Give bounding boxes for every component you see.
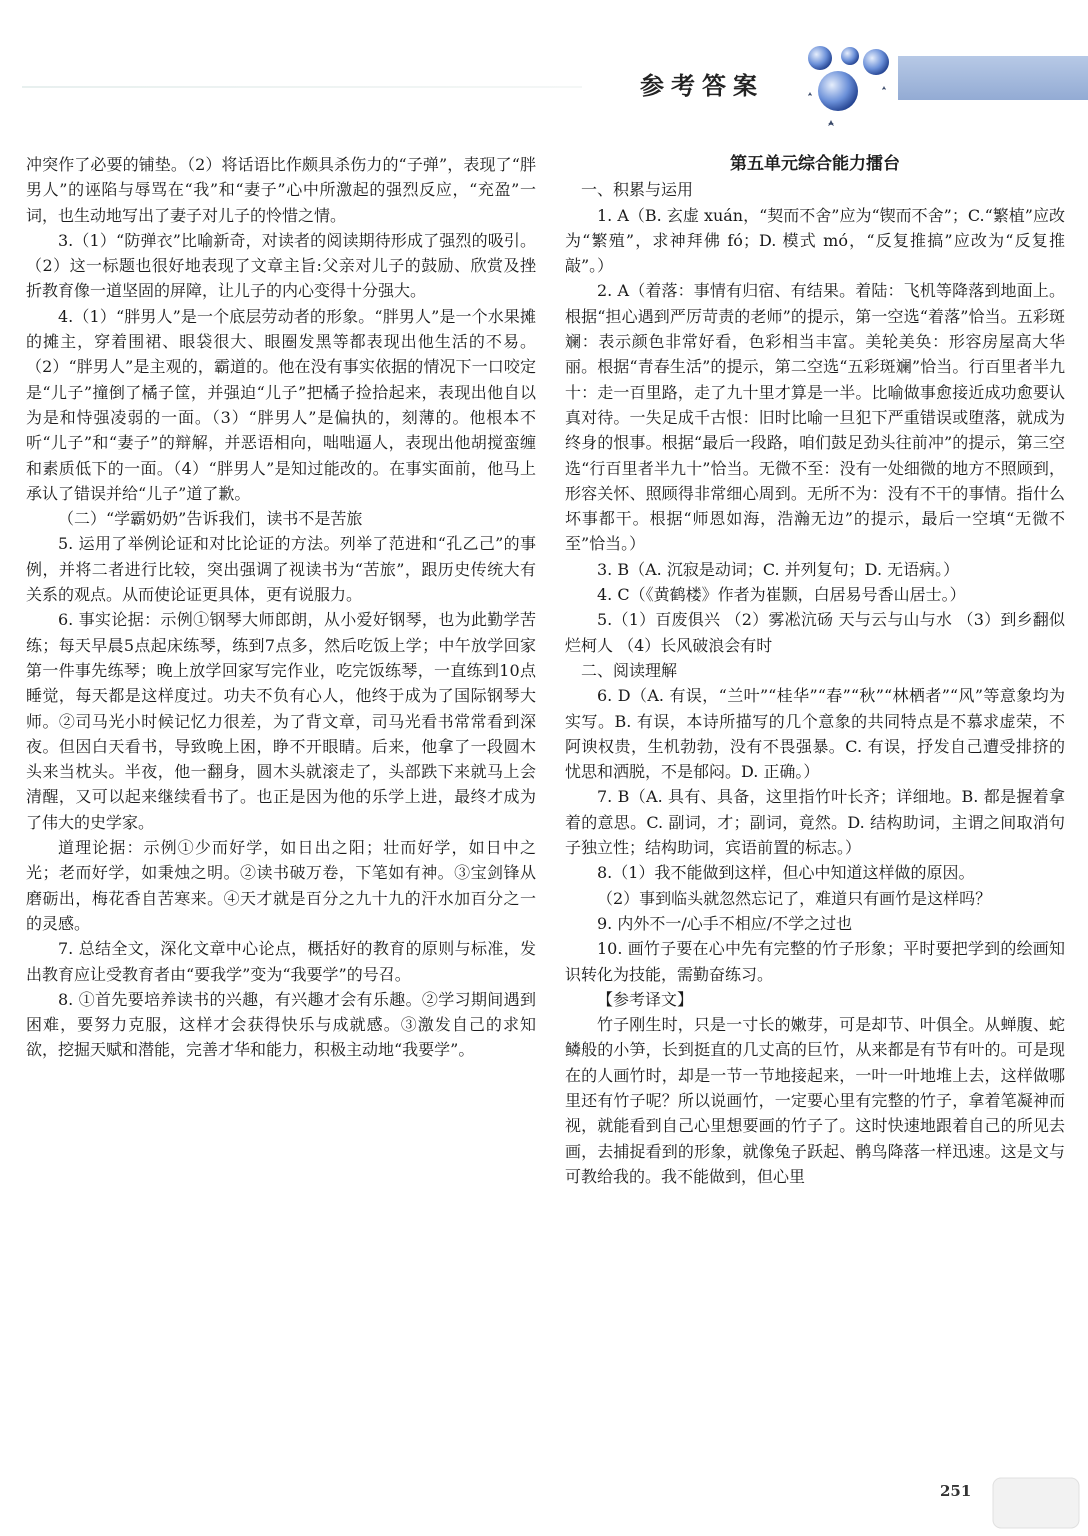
reading-section-title: （二）“学霸奶奶”告诉我们，读书不是苦旅 <box>58 509 363 529</box>
answer-paragraph: 道理论据：示例①少而好学，如日出之阳；壮而好学，如日中之光；老而好学，如秉烛之明。②读书破万卷，下笔如有神。③宝剑锋从磨砺出，梅花香自苦寒来。④天才就是百分之九十九的汗水加百分之一的灵感。 <box>26 838 536 933</box>
answer-paragraph: 8. ①首先要培养读书的兴趣，有兴趣才会有乐趣。②学习期间遇到困难，要努力克服，这样才会获得快乐与成就感。③激发自己的求知欲，挖掘天赋和潜能，完善才华和能力，积极主动地“我要学”。 <box>26 989 536 1060</box>
answer-paragraph: 7. B（A. 具有、具备，这里指竹叶长齐；详细地。B. 都是握着拿着的意思。C. 副词，才；副词，竟然。D. 结构助词，主谓之间取消句子独立性；结构助词，宾语前置的标志。） <box>565 787 1065 858</box>
page-header <box>0 0 1088 150</box>
section-heading: 一、积累与运用 <box>581 180 694 200</box>
answer-paragraph: 4.（1）“胖男人”是一个底层劳动者的形象。“胖男人”是一个水果摊的摊主，穿着围裙、眼袋很大、眼圈发黑等都表现出他生活的不易。（2）“胖男人”是主观的，霸道的。他在没有事实依据的情况下一口咬定是“儿子”撞倒了橘子筐，并强迫“儿子”把橘子捡拾起来，表现出他自以为是和恃强凌弱的一面。（3）“胖男人”是偏执的，刻薄的。他根本不听“儿子”和“妻子”的辩解，并恶语相向，咄咄逼人，表现出他胡搅蛮缠和素质低下的一面。（4）“胖男人”是知过能改的。在事实面前，他马上承认了错误并给“儿子”道了歉。 <box>26 306 536 503</box>
answer-paragraph: （2）事到临头就忽然忘记了，难道只有画竹是这样吗？ <box>597 888 992 908</box>
header-title: 参考答案 <box>640 71 764 100</box>
answer-paragraph: 4. C（《黄鹤楼》作者为崔颢，白居易号香山居士。） <box>597 585 966 605</box>
answer-paragraph: 3.（1）“防弹衣”比喻新奇，对读者的阅读期待形成了强烈的吸引。（2）这一标题也很好地表现了文章主旨:父亲对儿子的鼓励、欣赏及挫折教育像一道坚固的屏障，让儿子的内心变得十分强大。 <box>26 230 536 301</box>
right-column <box>565 152 1065 1189</box>
answer-paragraph: 1. A（B. 玄虚 xuán，“契而不舍”应为“锲而不舍”；C.“繁植”应改为“繁殖”，求神拜佛 fó；D. 模式 mó，“反复推搞”应改为“反复推敲”。） <box>565 205 1065 276</box>
answer-paragraph: 9. 内外不一/心手不相应/不学之过也 <box>597 913 853 933</box>
header-color-bar <box>898 56 1088 100</box>
answer-paragraph: 8.（1）我不能做到这样，但心中知道这样做的原因。 <box>597 863 975 883</box>
translation-label: 【参考译文】 <box>597 989 694 1009</box>
answer-paragraph: 5.（1）百废俱兴 （2）雾凇沆砀 天与云与山与水 （3）到乡翻似烂柯人 （4）长风破浪会有时 <box>565 610 1065 655</box>
answer-paragraph: 6. D（A. 有误，“兰叶”“桂华”“春”“秋”“林栖者”“风”等意象均为实写。B. 有误，本诗所描写的几个意象的共同特点是不慕求虚荣，不阿谀权贵，生机勃勃，没有不畏强暴。C. 有误，抒发自己遭受排挤的忧思和洒脱，不是郁闷。D. 正确。） <box>565 686 1065 782</box>
answer-paragraph: 2. A（着落：事情有归宿、有结果。着陆：飞机等降落到地面上。根据“担心遇到严厉苛责的老师”的提示，第一空选“着落”恰当。五彩斑斓：表示颜色非常好看，色彩相当丰富。美轮美奂：形容房屋高大华丽。根据“青春生活”的提示，第二空选“五彩斑斓”恰当。行百里者半九十：走一百里路，走了九十里才算是一半。比喻做事愈接近成功愈要认真对待。一失足成千古恨：旧时比喻一旦犯下严重错误或堕落，就成为终身的恨事。根据“最后一段路，咱们鼓足劲头往前冲”的提示，第三空选“行百里者半九十”恰当。无微不至：没有一处细微的地方不照顾到，形容关怀、照顾得非常细心周到。无所不为：没有不干的事情。指什么坏事都干。根据“师恩如海，浩瀚无边”的提示，最后一空填“无微不至”恰当。） <box>565 281 1065 554</box>
translation-paragraph: 竹子刚生时，只是一寸长的嫩芽，可是却节、叶俱全。从蝉腹、蛇鳞般的小笋，长到挺直的几丈高的巨竹，从来都是有节有叶的。可是现在的人画竹时，却是一节一节地接起来，一叶一叶地堆上去，这样做哪里还有竹子呢？所以说画竹，一定要心里有完整的竹子，拿着笔凝神而视，就能看到自己心里想要画的竹子了。这时快速地跟着自己的所见去画，去捕捉看到的形象，就像兔子跃起、鹘鸟降落一样迅速。这是文与可教给我的。我不能做到，但心里 <box>565 1015 1065 1186</box>
section-heading: 二、阅读理解 <box>581 660 678 680</box>
answer-paragraph: 3. B（A. 沉寂是动词；C. 并列复句；D. 无语病。） <box>597 559 960 579</box>
answer-paragraph: 5. 运用了举例论证和对比论证的方法。列举了范进和“孔乙己”的事例，并将二者进行比较，突出强调了视读书为“苦旅”，跟历史传统大有关系的观点。从而使论证更具体，更有说服力。 <box>26 534 536 605</box>
planets-icon <box>798 36 898 136</box>
watermark-logo-icon <box>985 1468 1085 1536</box>
answer-paragraph: 7. 总结全文，深化文章中心论点，概括好的教育的原则与标准，发出教育应让受教育者由“要我学”变为“我要学”的号召。 <box>26 939 536 984</box>
left-column <box>26 152 536 1063</box>
unit-title: 第五单元综合能力擂台 <box>730 154 900 174</box>
page-number: 251 <box>940 1482 972 1500</box>
answer-paragraph: 6. 事实论据：示例①钢琴大师郎朗，从小爱好钢琴，也为此勤学苦练；每天早晨5点起床练琴，练到7点多，然后吃饭上学；中午放学回家第一件事先练琴；晚上放学回家写完作业，吃完饭练琴，一直练到10点睡觉，每天都是这样度过。功夫不负有心人，他终于成为了国际钢琴大师。②司马光小时候记忆力很差，为了背文章，司马光看书常常看到深夜。但因白天看书，导致晚上困，睁不开眼睛。后来，他拿了一段圆木头来当枕头。半夜，他一翻身，圆木头就滚走了，头部跌下来就马上会清醒，又可以起来继续看书了。也正是因为他的乐学上进，最终才成为了伟大的史学家。 <box>26 610 536 832</box>
answer-paragraph: 冲突作了必要的铺垫。（2）将话语比作颇具杀伤力的“子弹”，表现了“胖男人”的诬陷与辱骂在“我”和“妻子”心中所激起的强烈反应，“充盈”一词，也生动地写出了妻子对儿子的怜惜之情。 <box>26 155 536 225</box>
header-rule <box>22 86 582 88</box>
answer-paragraph: 10. 画竹子要在心中先有完整的竹子形象；平时要把学到的绘画知识转化为技能，需勤奋练习。 <box>565 939 1065 984</box>
